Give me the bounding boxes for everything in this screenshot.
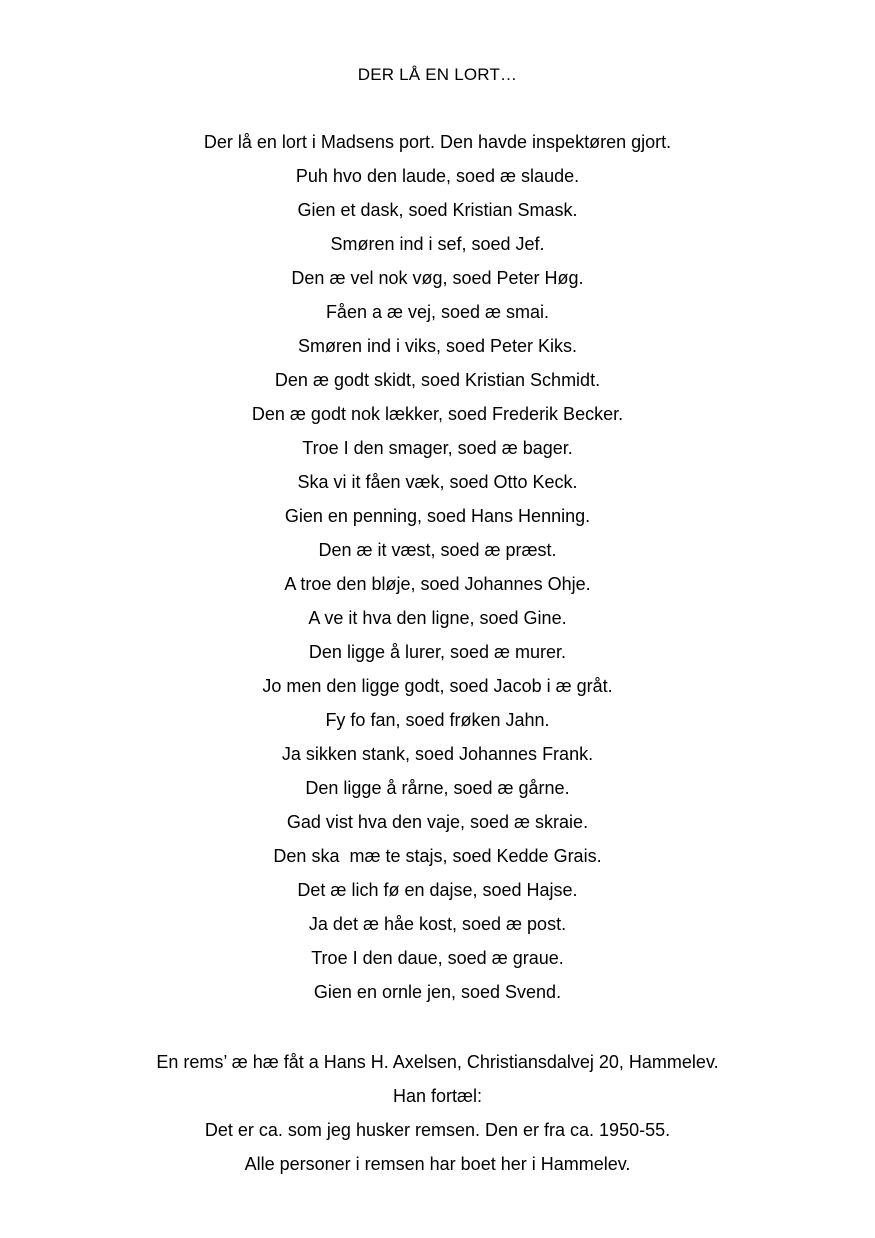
poem-line: A troe den bløje, soed Johannes Ohje. — [284, 574, 591, 594]
poem-line: Fy fo fan, soed frøken Jahn. — [325, 710, 550, 730]
poem-line: Den æ godt nok lækker, soed Frederik Becker. — [251, 404, 624, 424]
poem-line: Den ligge å rårne, soed æ gårne. — [305, 778, 570, 798]
poem-line: Ja det æ håe kost, soed æ post. — [308, 914, 567, 934]
poem-line: Smøren ind i sef, soed Jef. — [330, 234, 545, 254]
poem-line: Troe I den daue, soed æ graue. — [311, 948, 564, 968]
poem-line: Jo men den ligge godt, soed Jacob i æ gråt. — [262, 676, 613, 696]
poem-line: Troe I den smager, soed æ bager. — [302, 438, 573, 458]
source-attribution: En rems’ æ hæ fåt a Hans H. Axelsen, Christiansdalvej 20, Hammelev. — [156, 1052, 719, 1072]
poem-line: Fåen a æ vej, soed æ smai. — [325, 302, 550, 322]
poem-line: Gien et dask, soed Kristian Smask. — [297, 200, 578, 220]
poem-line: Gien en penning, soed Hans Henning. — [284, 506, 591, 526]
poem-verse — [0, 128, 875, 1012]
source-intro: Han fortæl: — [392, 1086, 483, 1106]
poem-line: Den æ vel nok vøg, soed Peter Høg. — [291, 268, 584, 288]
poem-line: Ja sikken stank, soed Johannes Frank. — [281, 744, 594, 764]
source-note — [0, 1048, 875, 1184]
poem-line: Ska vi it fåen væk, soed Otto Keck. — [297, 472, 578, 492]
poem-title: DER LÅ EN LORT… — [357, 65, 518, 84]
poem-line: Der lå en lort i Madsens port. Den havde inspektøren gjort. — [203, 132, 672, 152]
poem-line: Puh hvo den laude, soed æ slaude. — [295, 166, 580, 186]
poem-line: Den æ it væst, soed æ præst. — [318, 540, 557, 560]
poem-line: Gad vist hva den vaje, soed æ skraie. — [286, 812, 589, 832]
poem-line: Den ska mæ te stajs, soed Kedde Grais. — [273, 846, 602, 866]
poem-line: Gien en ornle jen, soed Svend. — [313, 982, 562, 1002]
poem-line: Det æ lich fø en dajse, soed Hajse. — [297, 880, 578, 900]
poem-line: Den æ godt skidt, soed Kristian Schmidt. — [274, 370, 601, 390]
source-quote-line: Alle personer i remsen har boet her i Hammelev. — [244, 1154, 631, 1174]
poem-line: A ve it hva den ligne, soed Gine. — [308, 608, 567, 628]
source-quote-line: Det er ca. som jeg husker remsen. Den er fra ca. 1950-55. — [204, 1120, 671, 1140]
poem-line: Den ligge å lurer, soed æ murer. — [308, 642, 567, 662]
poem-line: Smøren ind i viks, soed Peter Kiks. — [297, 336, 578, 356]
